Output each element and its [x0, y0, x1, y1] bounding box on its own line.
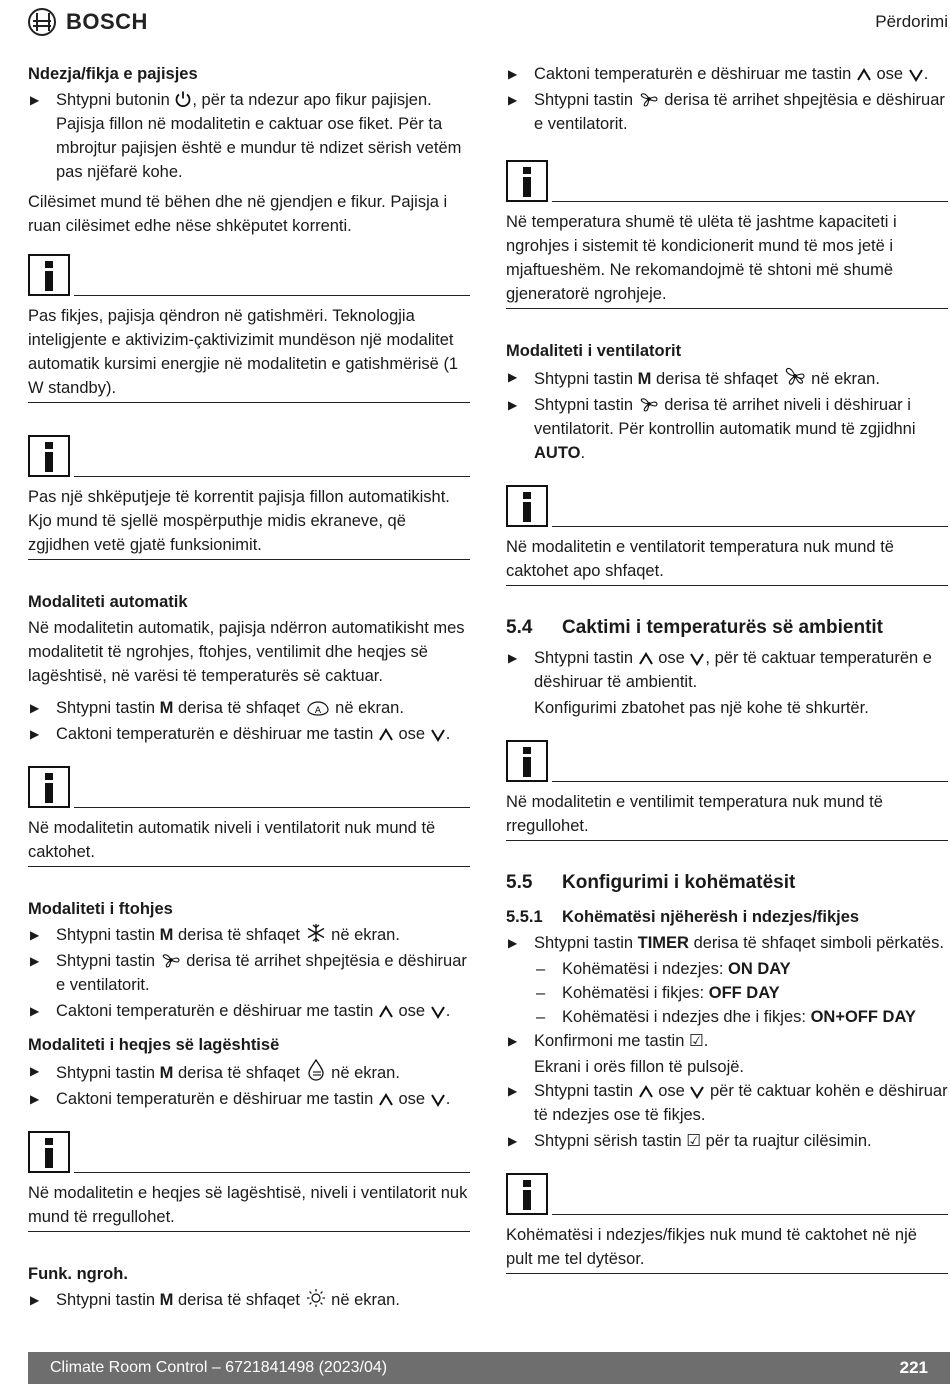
timer-option-off: – Kohëmatësi i fikjes: OFF DAY: [506, 981, 948, 1005]
timer-step-1: ▶ Shtypni tastin TIMER derisa të shfaqet simboli përkatës.: [506, 931, 948, 955]
dry-step-1: ▶ Shtypni tastin M derisa të shfaqet në ekran.: [28, 1059, 470, 1085]
down-arrow-icon: [689, 1085, 705, 1099]
info-note-low-temp: [506, 158, 948, 309]
fan-step-1: ▶ Shtypni tastin M derisa të shfaqet në ekran.: [506, 365, 948, 391]
power-paragraph: Cilësimet mund të bëhen dhe në gjendjen e fikur. Pajisja i ruan cilësimet edhe nëse shkëputet korrenti.: [28, 193, 448, 235]
up-arrow-icon: [856, 68, 872, 82]
up-arrow-icon: [378, 728, 394, 742]
page-footer: [28, 1352, 950, 1384]
section-5-4-heading: 5.4 Caktimi i temperaturës së ambientit: [506, 617, 883, 638]
note-text: Në modalitetin e ventilatorit temperatura nuk mund të caktohet apo shfaqet.: [506, 538, 894, 580]
info-icon: [506, 1173, 548, 1215]
temp-step-1: ▶ Shtypni tastin ose , për të caktuar temperaturën e dëshiruar të ambientit.: [506, 646, 948, 694]
fan-mode-heading: Modaliteti i ventilatorit: [506, 342, 682, 360]
info-icon: [28, 435, 70, 477]
power-icon: [174, 90, 192, 108]
fan-icon: [160, 951, 182, 969]
auto-mode-icon: [305, 698, 331, 716]
temp-step-result: Konfigurimi zbatohet pas një kohe të shkurtër.: [534, 699, 869, 717]
checkbox-key-icon: ☑: [686, 1132, 702, 1150]
heat-step-1: ▶ Shtypni tastin M derisa të shfaqet në ekran.: [28, 1288, 470, 1312]
fan-mode-icon: [783, 365, 807, 387]
info-note-standby: [28, 252, 470, 403]
page-number: 221: [899, 1358, 928, 1377]
up-arrow-icon: [638, 652, 654, 666]
right-column: [506, 62, 948, 1304]
cool-step-2: ▶ Shtypni tastin derisa të arrihet shpejtësia e dëshiruar e ventilatorit.: [28, 949, 470, 997]
heat-step-3: ▶ Shtypni tastin derisa të arrihet shpejtësia e dëshiruar e ventilatorit.: [506, 88, 948, 136]
bosch-armature-icon: [28, 8, 56, 36]
info-icon: [28, 766, 70, 808]
info-note-power-loss: [28, 433, 470, 560]
checkbox-key-icon: ☑: [688, 1032, 704, 1050]
left-column: [28, 62, 470, 1314]
info-note-fan-temp: [506, 483, 948, 586]
fan-icon: [638, 395, 660, 413]
note-text: Në modalitetin e ventilimit temperatura nuk mund të rregullohet.: [506, 793, 883, 835]
up-arrow-icon: [378, 1093, 394, 1107]
auto-mode-heading: Modaliteti automatik: [28, 593, 188, 611]
fan-step-2: ▶ Shtypni tastin derisa të arrihet niveli i dëshiruar i ventilatorit. Për kontrollin automatik mund të zgjidhni AUTO.: [506, 393, 948, 465]
dry-step-2: ▶ Caktoni temperaturën e dëshiruar me tastin ose .: [28, 1087, 470, 1111]
info-icon: [506, 740, 548, 782]
power-heading: Ndezja/fikja e pajisjes: [28, 65, 198, 83]
page-header: [28, 6, 950, 38]
note-text: Në temperatura shumë të ulëta të jashtme kapaciteti i ngrohjes i sistemit të kondicionerit mund të mos jetë i mjaftueshëm. Ne rekomandojmë të shtoni më shumë gjeneratorë ngrohjeje.: [506, 213, 897, 303]
info-note-auto-fan: [28, 764, 470, 867]
down-arrow-icon: [430, 1093, 446, 1107]
up-arrow-icon: [378, 1005, 394, 1019]
note-text: Në modalitetin automatik niveli i ventilatorit nuk mund të caktohet.: [28, 819, 436, 861]
info-note-timer-remote: [506, 1171, 948, 1274]
info-note-dry-fan: [28, 1129, 470, 1232]
timer-step-4: ▶ Shtypni sërish tastin ☑ për ta ruajtur cilësimin.: [506, 1129, 948, 1153]
auto-step-2: ▶ Caktoni temperaturën e dëshiruar me tastin ose .: [28, 722, 470, 746]
timer-step-2: ▶ Konfirmoni me tastin ☑.: [506, 1029, 948, 1053]
down-arrow-icon: [430, 1005, 446, 1019]
timer-step-2-result: Ekrani i orës fillon të pulsojë.: [534, 1058, 745, 1076]
info-note-vent-temp: [506, 738, 948, 841]
info-icon: [28, 254, 70, 296]
note-text: Kohëmatësi i ndezjes/fikjes nuk mund të caktohet në një pult me tel dytësor.: [506, 1226, 917, 1268]
auto-mode-paragraph: Në modalitetin automatik, pajisja ndërron automatikisht mes modalitetit të ngrohjes, ftohjes, ventilimit dhe heqjes së lagështisë, në varësi të temperaturës së caktuar.: [28, 619, 465, 685]
timer-option-on-off: – Kohëmatësi i ndezjes dhe i fikjes: ON+OFF DAY: [506, 1005, 948, 1029]
section-5-5-1-heading: 5.5.1 Kohëmatësi njëherësh i ndezjes/fikjes: [506, 908, 860, 926]
power-step: ▶ Shtypni butonin , për ta ndezur apo fikur pajisjen. Pajisja fillon në modalitetin e caktuar ose fiket. Për ta mbrojtur pajisjen është e mundur të ndizet sërish vetëm pas njëfarë kohe.: [28, 88, 470, 184]
down-arrow-icon: [908, 68, 924, 82]
info-icon: [506, 160, 548, 202]
timer-option-on: – Kohëmatësi i ndezjes: ON DAY: [506, 957, 948, 981]
section-5-5-heading: 5.5 Konfigurimi i kohëmatësit: [506, 872, 796, 893]
cool-step-3: ▶ Caktoni temperaturën e dëshiruar me tastin ose .: [28, 999, 470, 1023]
down-arrow-icon: [689, 652, 705, 666]
document-reference: Climate Room Control – 6721841498 (2023/04): [50, 1359, 388, 1376]
up-arrow-icon: [638, 1085, 654, 1099]
brand-name: BOSCH: [66, 9, 148, 34]
section-title: Përdorimi: [875, 12, 948, 31]
info-icon: [506, 485, 548, 527]
dry-mode-heading: Modaliteti i heqjes së lagështisë: [28, 1036, 280, 1054]
snowflake-icon: [305, 923, 327, 943]
note-text: Në modalitetin e heqjes së lagështisë, niveli i ventilatorit nuk mund të rregullohet.: [28, 1184, 468, 1226]
droplet-icon: [305, 1059, 327, 1081]
note-text: Pas fikjes, pajisja qëndron në gatishmëri. Teknologjia inteligjente e aktivizim-çaktivizimit mundëson një modalitet automatik kursimi energjie në modalitetin e gatishmërisë (1 W standby).: [28, 307, 459, 397]
svg-text:A: A: [314, 706, 321, 716]
auto-step-1: ▶ Shtypni tastin M derisa të shfaqet A në ekran.: [28, 696, 470, 720]
info-icon: [28, 1131, 70, 1173]
fan-icon: [638, 90, 660, 108]
heat-step-2: ▶ Caktoni temperaturën e dëshiruar me tastin ose .: [506, 62, 948, 86]
sun-icon: [305, 1288, 327, 1308]
note-text: Pas një shkëputjeje të korrentit pajisja fillon automatikisht. Kjo mund të sjellë mospërputhje midis ekraneve, që zgjidhen vetë gjatë funksionimit.: [28, 488, 450, 554]
timer-step-3: ▶ Shtypni tastin ose për të caktuar kohën e dëshiruar të ndezjes ose të fikjes.: [506, 1079, 948, 1127]
down-arrow-icon: [430, 728, 446, 742]
heat-mode-heading: Funk. ngroh.: [28, 1265, 128, 1283]
cool-mode-heading: Modaliteti i ftohjes: [28, 900, 173, 918]
bosch-logo: [28, 8, 148, 36]
cool-step-1: ▶ Shtypni tastin M derisa të shfaqet në ekran.: [28, 923, 470, 947]
